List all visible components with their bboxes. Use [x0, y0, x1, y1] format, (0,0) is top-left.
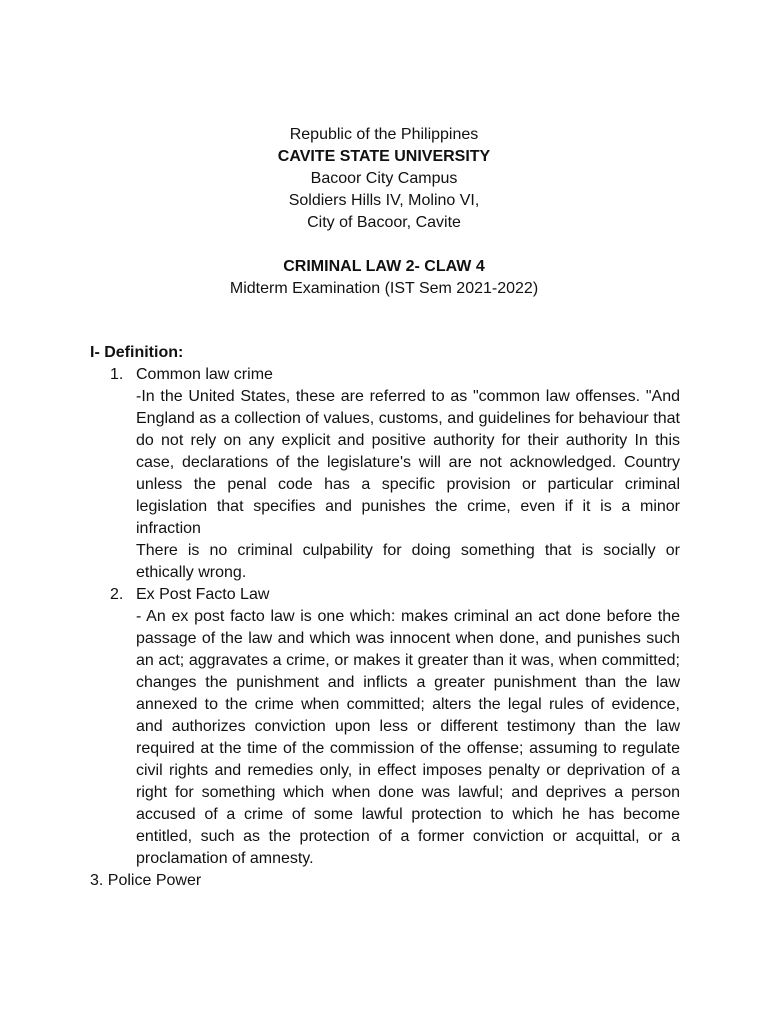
exam-title: Midterm Examination (IST Sem 2021-2022) [229, 280, 539, 297]
list-item-common-law-crime [90, 364, 680, 584]
header-spacer [0, 234, 768, 256]
list-item-label: Ex Post Facto Law [136, 586, 270, 603]
paragraph: There is no criminal culpability for doing something that is socially or ethically wrong. [136, 542, 680, 581]
header-country: Republic of the Philippines [289, 126, 479, 143]
document-header [0, 124, 768, 300]
list-item-body [90, 606, 680, 870]
list-item-ex-post-facto-law [90, 584, 680, 870]
list-item-label: Common law crime [136, 366, 273, 383]
header-university: CAVITE STATE UNIVERSITY [277, 148, 491, 165]
paragraph: -In the United States, these are referred to as "common law offenses. "And England as a collection of values, customs, and guidelines for behaviour that do not rely on any explicit and positive authority for their authority In this case, declarations of the legislature's will are not acknowledged. Country unless the penal code has a specific provision or particular criminal legislation that specifies and punishes the crime, even if it is a minor infraction [136, 388, 680, 537]
section-title: I- Definition: [90, 344, 184, 361]
document-body [90, 342, 680, 892]
list-item-police-power: 3. Police Power [90, 872, 202, 889]
header-address-line-2: City of Bacoor, Cavite [307, 214, 461, 231]
course-title: CRIMINAL LAW 2- CLAW 4 [283, 258, 485, 275]
paragraph: - An ex post facto law is one which: makes criminal an act done before the passage of the law and which was innocent when done, and punishes such an act; aggravates a crime, or makes it greater than it was, when committed; changes the punishment and inflicts a greater punishment than the law annexed to the crime when committed; alters the legal rules of evidence, and authorizes conviction upon less or different testimony than the law required at the time of the commission of the offense; assuming to regulate civil rights and remedies only, in effect imposes penalty or deprivation of a right for something which when done was lawful; and deprives a person accused of a crime of some lawful protection to which he has become entitled, such as the protection of a former conviction or acquittal, or a proclamation of amnesty. [136, 608, 680, 867]
list-item-body [90, 386, 680, 584]
header-address-line-1: Soldiers Hills IV, Molino VI, [288, 192, 480, 209]
list-item-number: 2. [110, 586, 124, 603]
list-item-number: 1. [110, 366, 124, 383]
header-campus: Bacoor City Campus [310, 170, 458, 187]
